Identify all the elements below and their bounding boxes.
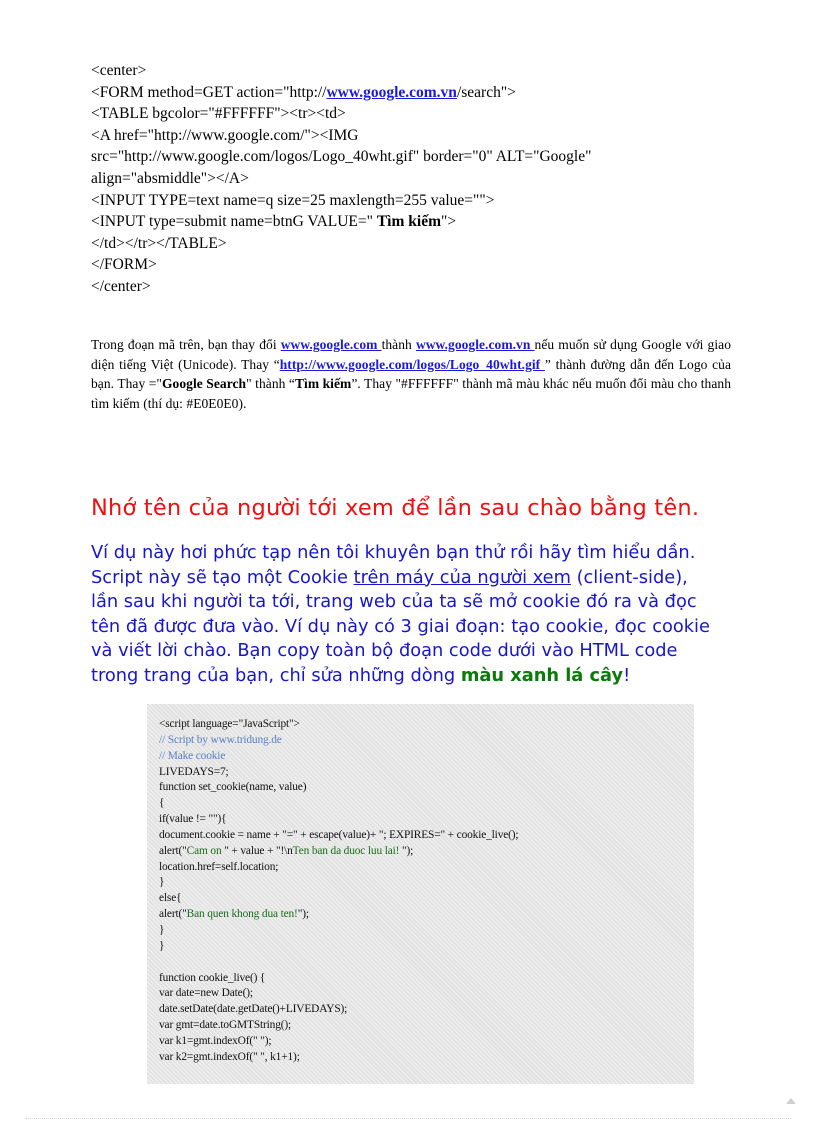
code-line [159,844,518,860]
code-line: function set_cookie(name, value) [159,781,307,794]
code-line [159,955,518,971]
code-text: "> [441,213,457,231]
code-line [91,211,731,233]
intro-line [91,566,761,591]
code-line: <A href="http://www.google.com/"><IMG [91,126,359,144]
code-line: src="http://www.google.com/logos/Logo_40wht.gif" border="0" ALT="Google" [91,148,592,166]
code-line: date.setDate(date.getDate()+LIVEDAYS); [159,1003,348,1016]
code-line: } [159,939,165,952]
code-line: var gmt=date.toGMTString(); [159,1019,292,1032]
code-line: </td></tr></TABLE> [91,234,227,252]
code-text: /search"> [456,83,516,101]
code-text: alert(" [159,908,187,921]
google-com-link[interactable]: www.google.com [280,337,382,352]
code-line: if(value != ""){ [159,813,227,826]
code-line: var k1=gmt.indexOf(" "); [159,1034,272,1047]
section-heading: Nhớ tên của người tới xem để lần sau chào bằng tên. [91,495,700,521]
code-line: </FORM> [91,256,157,274]
underlined-text: trên máy của người xem [353,566,571,588]
code-line [91,82,731,104]
code-text: <INPUT type=submit name=btnG VALUE=" [91,213,377,231]
google-com-vn-link[interactable]: www.google.com.vn [415,337,535,352]
logo-url-link[interactable]: http://www.google.com/logos/Logo_40wht.gif [279,356,545,372]
code-line: location.href=self.location; [159,860,279,873]
editable-string: Ten ban da duoc luu lai! [292,844,400,857]
code-line: } [159,876,165,889]
intro-line: và viết lời chào. Bạn copy toàn bộ đoạn code dưới vào HTML code [91,640,678,662]
code-line: { [159,797,165,810]
code-line: </center> [91,277,151,295]
editable-string: Cam on [186,844,225,857]
intro-line [91,664,761,689]
bold-term: Google Search [162,376,247,392]
code-line: <center> [91,62,147,79]
code-line: align="absmiddle"></A> [91,169,249,187]
page-corner-marker [786,1098,796,1104]
code-text: alert(" [159,844,187,857]
button-value-text: Tìm kiếm [376,213,441,231]
intro-line: Ví dụ này hơi phức tạp nên tôi khuyên bạn thử rồi hãy tìm hiểu dần. [91,542,696,563]
intro-text: (client-side), [570,566,688,588]
code-line: var k2=gmt.indexOf(" ", k1+1); [159,1050,300,1063]
intro-text: ! [623,664,631,686]
code-comment: // Script by www.tridung.de [159,733,282,746]
code-line: document.cookie = name + "=" + escape(value)+ "; EXPIRES=" + cookie_live(); [159,828,519,841]
para-text: ”. Thay "#FFFFFF" thành mã màu khác nếu muốn đổi màu cho thanh tìm kiếm (thí dụ: #E0E0E0). [91,376,731,412]
intro-line: lần sau khi người ta tới, trang web của ta sẽ mở cookie đó ra và đọc [91,591,697,613]
html-code-snippet [91,60,731,298]
editable-string: Ban quen khong dua ten! [186,908,298,921]
intro-paragraph [91,541,761,689]
code-text: " + value + "!\n [224,844,293,857]
code-text: <FORM method=GET action="http:// [91,83,327,101]
code-line: <INPUT TYPE=text name=q size=25 maxlength=255 value=""> [91,191,495,209]
code-line: <TABLE bgcolor="#FFFFFF"><tr><td> [91,105,346,123]
code-line: } [159,923,165,936]
code-text: "); [297,908,309,921]
code-text: "); [399,844,414,857]
page-bottom-divider [25,1118,791,1119]
para-text: ” thành đường dẫn đến Logo của bạn. Thay =" [91,356,731,392]
code-line: <script language="JavaScript"> [159,718,300,730]
para-text: Trong đoạn mã trên, bạn thay đổi [91,337,281,352]
intro-text: Script này sẽ tạo một Cookie [91,566,354,588]
green-highlight: màu xanh lá cây [460,664,624,686]
explanation-paragraph [91,335,731,414]
code-line: else{ [159,892,182,905]
code-comment: // Make cookie [159,749,226,762]
code-line: var date=new Date(); [159,987,253,1000]
code-line: LIVEDAYS=7; [159,765,229,778]
intro-line: tên đã được đưa vào. Ví dụ này có 3 giai đoạn: tạo cookie, đọc cookie [91,615,710,637]
para-text: " thành “ [246,376,295,392]
bold-term: Tìm kiếm [294,376,352,392]
para-text: thành [381,337,416,352]
code-line [159,907,518,923]
script-code-box [147,704,694,1084]
code-line: function cookie_live() { [159,971,266,984]
intro-text: trong trang của bạn, chỉ sửa những dòng [91,664,461,686]
para-text: nếu muốn sử dụng Google với giao diện tiếng Việt (Unicode). Thay “ [91,337,731,372]
google-vn-link[interactable]: www.google.com.vn [326,83,457,101]
